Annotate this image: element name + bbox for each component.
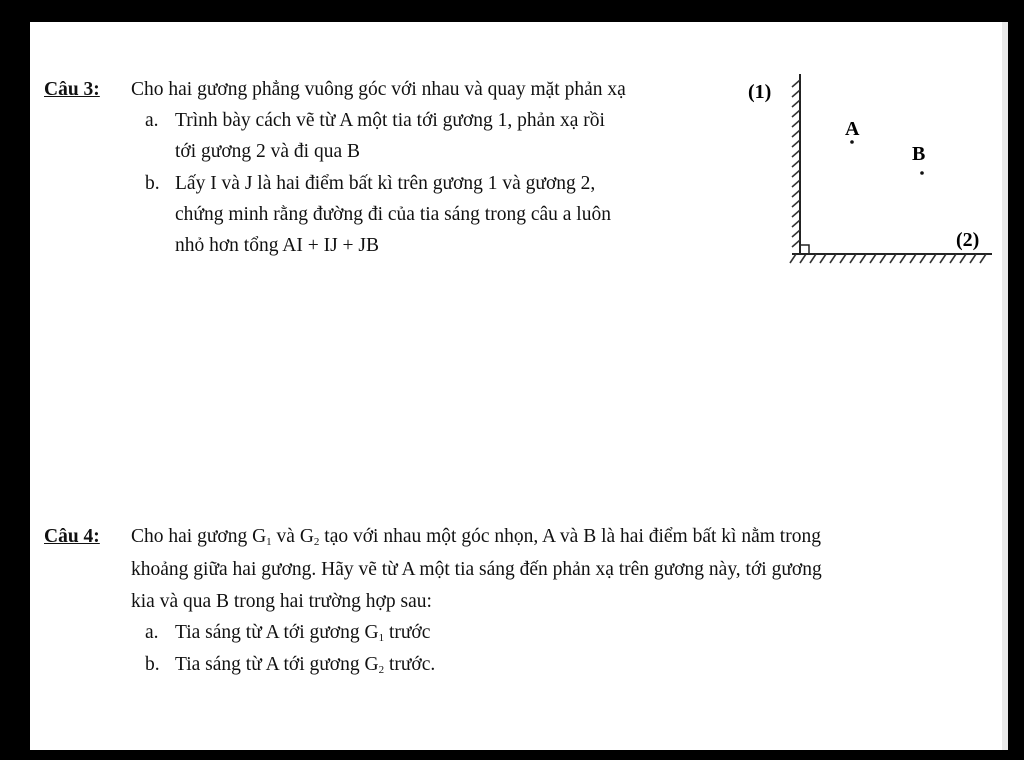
item-a-line-2: tới gương 2 và đi qua B	[175, 141, 361, 162]
item-b-line-2: chứng minh rằng đường đi của tia sáng trong câu a luôn	[175, 204, 611, 225]
question-4	[44, 521, 1004, 691]
point-a	[850, 140, 854, 144]
item-a-text: Tia sáng từ A tới gương $G_1$ trước	[175, 622, 431, 644]
question-4-label: Câu 4:	[44, 526, 100, 547]
item-b-line-1: Lấy I và J là hai điểm bất kì trên gương 1 và gương 2,	[175, 173, 596, 194]
point-b	[920, 171, 924, 175]
right-angle-mark	[800, 245, 809, 254]
question-3-label: Câu 3:	[44, 79, 100, 100]
item-b-text: Tia sáng từ A tới gương $G_2$ trước.	[175, 654, 436, 676]
question-4-line-1: Cho hai gương $G_1$ và $G_2$ tạo với nhau một góc nhọn, A và B là hai điểm bất kì nằm trong	[131, 526, 821, 548]
question-4-line-2: khoảng giữa hai gương. Hãy vẽ từ A một tia sáng đến phản xạ trên gương này, tới gương	[131, 559, 822, 580]
mirror-diagram	[748, 60, 1002, 280]
item-b-marker: b.	[145, 654, 160, 675]
item-a-marker: a.	[145, 110, 159, 131]
question-3	[44, 74, 764, 274]
question-3-intro: Cho hai gương phẳng vuông góc với nhau và quay mặt phản xạ	[131, 79, 626, 100]
item-b-marker: b.	[145, 173, 160, 194]
mirror-2-label: (2)	[956, 229, 980, 251]
point-b-label: B	[912, 143, 926, 165]
mirror-1	[792, 74, 800, 254]
item-a-marker: a.	[145, 622, 159, 643]
mirror-2	[790, 254, 992, 263]
item-b-line-3: nhỏ hơn tổng AI + IJ + JB	[175, 235, 380, 256]
item-a-line-1: Trình bày cách vẽ từ A một tia tới gương 1, phản xạ rồi	[175, 110, 605, 131]
point-a-label: A	[845, 118, 860, 140]
mirror-1-label: (1)	[748, 81, 772, 103]
question-4-line-3: kia và qua B trong hai trường hợp sau:	[131, 591, 432, 612]
